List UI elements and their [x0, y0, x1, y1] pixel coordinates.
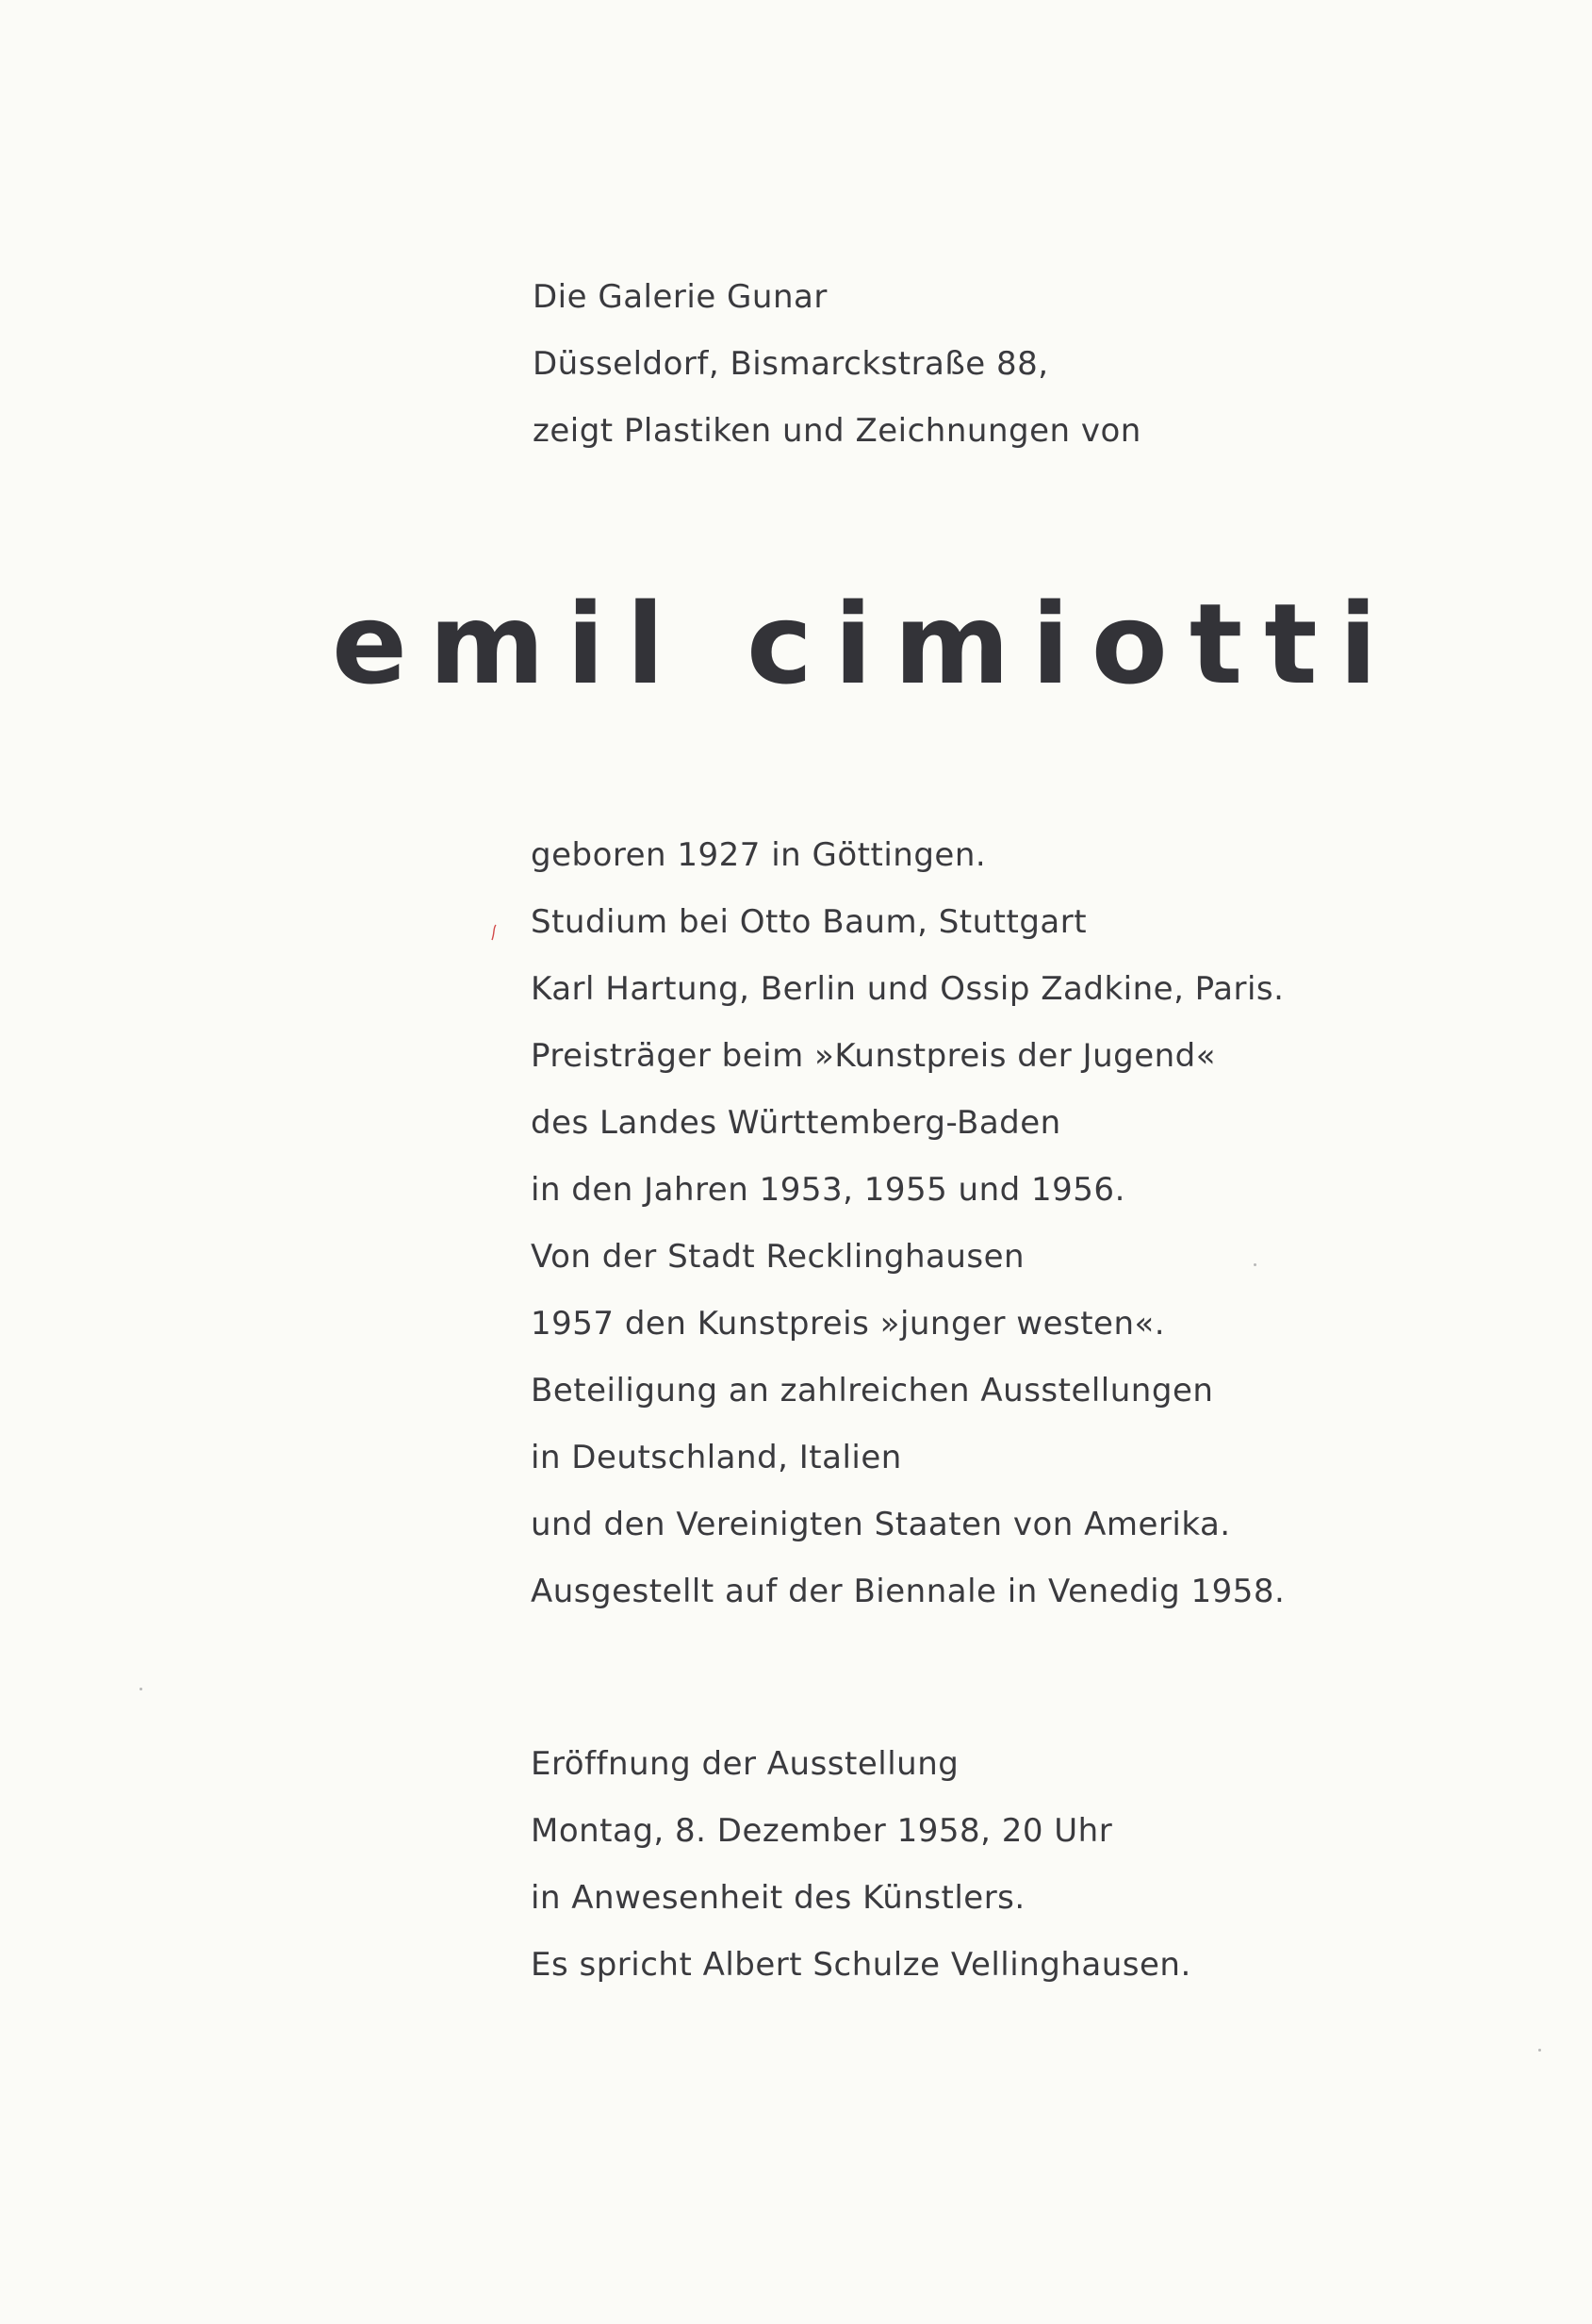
bio-line: Von der Stadt Recklinghausen — [531, 1238, 1026, 1276]
gallery-address-line: Düsseldorf, Bismarckstraße 88, — [533, 345, 1049, 383]
opening-line: Eröffnung der Ausstellung — [531, 1745, 960, 1783]
opening-line: in Anwesenheit des Künstlers. — [531, 1879, 1026, 1917]
bio-line: 1957 den Kunstpreis »junger westen«. — [531, 1305, 1166, 1343]
gallery-intro — [533, 264, 1141, 465]
pencil-mark — [489, 923, 499, 942]
bio-line: Studium bei Otto Baum, Stuttgart — [531, 903, 1088, 941]
exhibition-description-line: zeigt Plastiken und Zeichnungen von — [533, 412, 1141, 450]
artist-biography — [531, 822, 1285, 1625]
bio-line: geboren 1927 in Göttingen. — [531, 836, 987, 874]
artist-name-heading: emil cimiotti — [332, 579, 1400, 709]
bio-line: in den Jahren 1953, 1955 und 1956. — [531, 1171, 1125, 1209]
opening-line: Montag, 8. Dezember 1958, 20 Uhr — [531, 1812, 1113, 1850]
bio-line: Beteiligung an zahlreichen Ausstellungen — [531, 1372, 1214, 1409]
bio-line: des Landes Württemberg-Baden — [531, 1104, 1061, 1142]
bio-line: in Deutschland, Italien — [531, 1439, 902, 1476]
bio-line: Ausgestellt auf der Biennale in Venedig 1958. — [531, 1573, 1286, 1610]
bio-line: Preisträger beim »Kunstpreis der Jugend« — [531, 1037, 1217, 1075]
bio-line: und den Vereinigten Staaten von Amerika. — [531, 1506, 1231, 1543]
paper-speck — [140, 1688, 142, 1690]
gallery-name-line: Die Galerie Gunar — [533, 278, 828, 316]
paper-speck — [1538, 2049, 1541, 2052]
opening-line: Es spricht Albert Schulze Vellinghausen. — [531, 1946, 1191, 1984]
paper-speck — [1254, 1263, 1256, 1266]
bio-line: Karl Hartung, Berlin und Ossip Zadkine, Paris. — [531, 970, 1285, 1008]
opening-details — [531, 1731, 1191, 1999]
